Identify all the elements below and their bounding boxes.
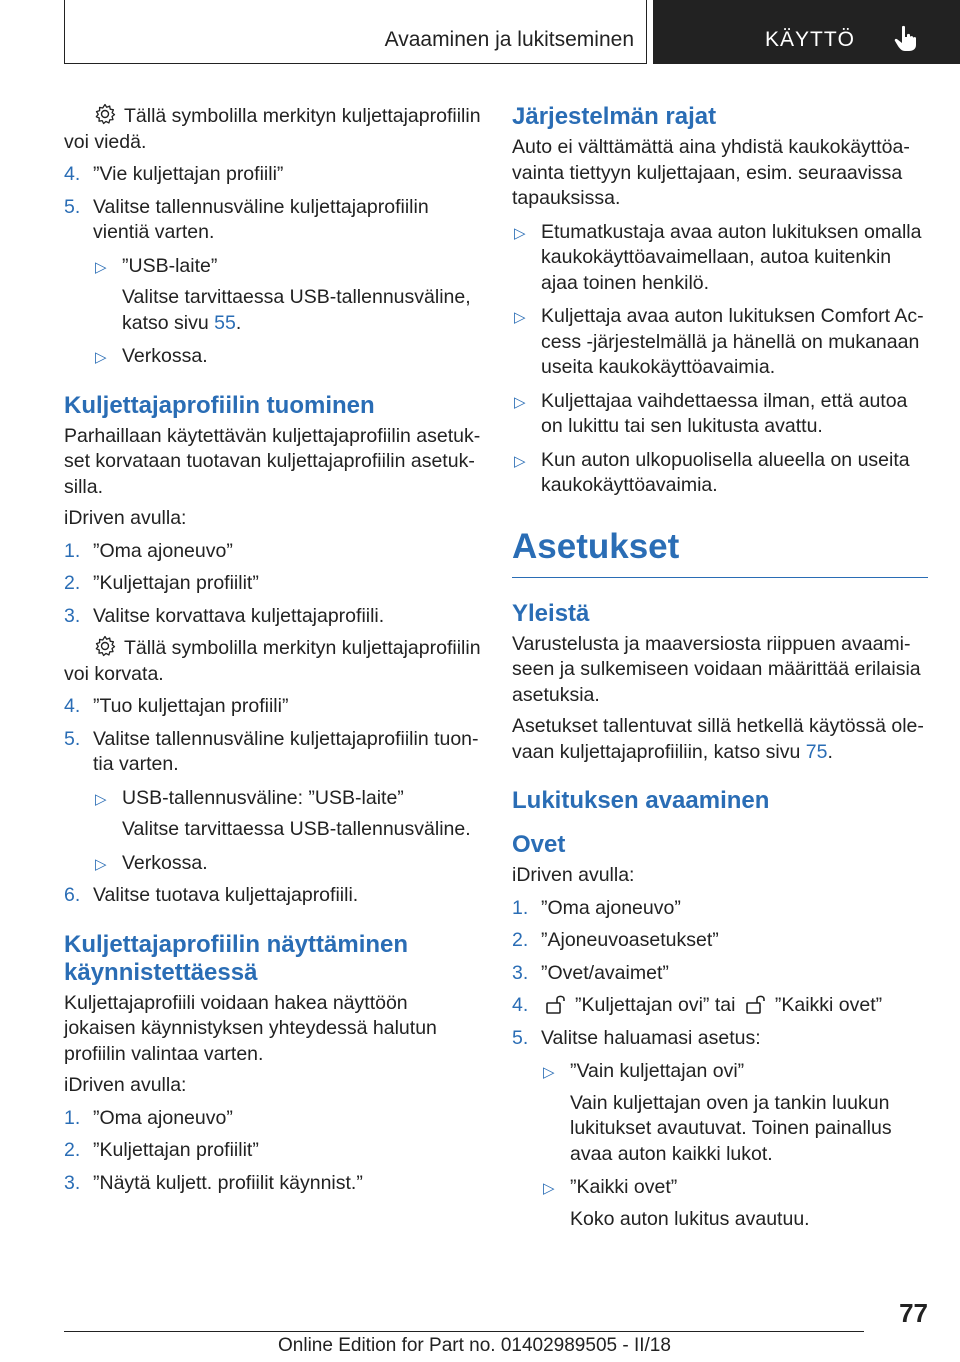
gear-icon [94,103,116,125]
bullet-triangle-icon: ▷ [514,393,526,411]
bullet-item: ▷ Kun auton ulkopuolisella alueella on useita kaukokäyttöavaimia. [514,448,910,496]
paragraph: iDriven avulla: [64,1074,187,1096]
paragraph: Auto ei välttämättä aina yhdistä kaukokäyttöavainta tiettyyn kuljettajaan, esim. seuraavissa tapauksissa. [512,136,910,209]
heading-doors: Ovet [512,831,566,858]
sub-list-detail: Valitse tarvittaessa USB-tallennusväline, katso sivu 55. [122,286,471,334]
list-item: 4. ”Kuljettajan ovi” tai ”Kaikki ovet” [512,994,883,1016]
unlocked-padlock-icon [745,994,767,1014]
sub-list-detail: Koko auton lukitus avautuu. [570,1207,810,1230]
page-number: 77 [899,1298,928,1328]
sub-list-item: ▷ Verkossa. [64,344,482,370]
heading-display: Kuljettajaprofiilin näyttäminen käynnistettäessä [64,930,409,986]
list-item: 3. ”Ovet/avaimet” [512,961,669,984]
heading-import: Kuljettajaprofiilin tuominen [64,391,375,419]
sub-list-item: ▷ ”Kaikki ovet” [512,1175,928,1201]
bullet-triangle-icon: ▷ [543,1180,555,1197]
heading-unlocking: Lukituksen avaaminen [512,787,770,814]
paragraph: iDriven avulla: [512,864,635,886]
list-item: 5. Valitse tallennusväline kuljettajaprofiilin vientiä varten. [64,195,429,243]
list-item: 4. ”Tuo kuljettajan profiili” [64,695,289,717]
bullet-item: ▷ Etumatkustaja avaa auton lukituksen omalla kaukokäyttöavaimellaan, autoa kuitenkin ajaa toinen henkilö. [514,220,922,294]
sub-list-item: ▷ USB-tallennusväline: ”USB-laite” [64,786,482,812]
list-item: 2. ”Kuljettajan profiilit” [64,1139,259,1161]
bullet-triangle-icon: ▷ [95,349,107,366]
list-item: 2. ”Kuljettajan profiilit” [64,572,259,594]
heading-general: Yleistä [512,599,590,627]
paragraph: Kuljettajaprofiili voidaan hakea näyttöön jokaisen käynnistyksen yhteydessä halutun profiilin valintaa varten. [64,991,437,1065]
bullet-triangle-icon: ▷ [95,790,107,808]
export-note: Tällä symbolilla merkityn kuljettajaprofiilin voi viedä. [64,105,481,153]
footer-divider [64,1331,864,1332]
left-column [64,103,482,1196]
paragraph: Asetukset tallentuvat sillä hetkellä käytössä olevaan kuljettajaprofiiliin, katso sivu 75. [512,715,924,763]
list-item: 4. ”Vie kuljettajan profiili” [64,163,284,185]
paragraph: Varustelusta ja maaversiosta riippuen avaamiseen ja sulkemiseen voidaan määrittää erilaisia asetuksia. [512,632,921,706]
right-column [512,103,928,1232]
list-item: 1. ”Oma ajoneuvo” [64,539,233,562]
sub-list-item: ▷ Verkossa. [64,851,482,877]
page-link[interactable]: 75 [805,740,828,763]
header-section-box [64,0,647,64]
header-chapter-tab [653,0,960,64]
sub-list-detail: Valitse tarvittaessa USB-tallennusväline. [122,818,471,840]
page-link[interactable]: 55 [214,311,236,334]
list-item: 2. ”Ajoneuvoasetukset” [512,929,719,951]
header-chapter-label: KÄYTTÖ [765,28,856,51]
unlocked-padlock-icon [545,994,567,1014]
list-item: 1. ”Oma ajoneuvo” [64,1106,233,1129]
bullet-item: ▷ Kuljettaja avaa auton lukituksen Comfort Access -järjestelmällä ja hänellä on mukanaan useita kaukokäyttöavaimia. [514,305,924,378]
bullet-triangle-icon: ▷ [514,452,526,470]
sub-list-item: ▷ ”USB-laite” [64,254,482,280]
hand-pointer-icon [893,24,919,52]
gear-icon [94,635,116,657]
bullet-triangle-icon: ▷ [514,224,526,242]
list-item: 5. Valitse tallennusväline kuljettajaprofiilin tuontia varten. [64,727,479,775]
sub-list-detail: Vain kuljettajan oven ja tankin luukun lukitukset avautuvat. Toinen painallus avaa auton kaikki lukot. [570,1091,892,1165]
header-section-title: Avaaminen ja lukitseminen [384,28,634,51]
paragraph: Parhaillaan käytettävän kuljettajaprofiilin asetukset korvataan tuotavan kuljettajaprofiilin asetuksilla. [64,424,481,498]
bullet-triangle-icon: ▷ [514,309,526,326]
sub-list-item: ▷ ”Vain kuljettajan ovi” [512,1059,928,1085]
list-item: 3. ”Näytä kuljett. profiilit käynnist.” [64,1171,363,1194]
import-note: Tällä symbolilla merkityn kuljettajaprofiilin voi korvata. [64,637,481,685]
list-item: 1. ”Oma ajoneuvo” [512,896,681,919]
footer-edition: Online Edition for Part no. 01402989505 - II/18 [278,1335,671,1356]
list-item: 3. Valitse korvattava kuljettajaprofiili. [64,604,385,627]
bullet-triangle-icon: ▷ [95,855,107,873]
bullet-triangle-icon: ▷ [543,1064,555,1081]
bullet-triangle-icon: ▷ [95,258,107,276]
heading-settings: Asetukset [512,525,928,578]
list-item: 5. Valitse haluamasi asetus: [512,1026,761,1049]
list-item: 6. Valitse tuotava kuljettajaprofiili. [64,884,359,906]
paragraph: iDriven avulla: [64,507,187,529]
bullet-item: ▷ Kuljettajaa vaihdettaessa ilman, että autoa on lukittu tai sen lukitusta avattu. [514,389,908,437]
heading-system-limits: Järjestelmän rajat [512,103,717,130]
